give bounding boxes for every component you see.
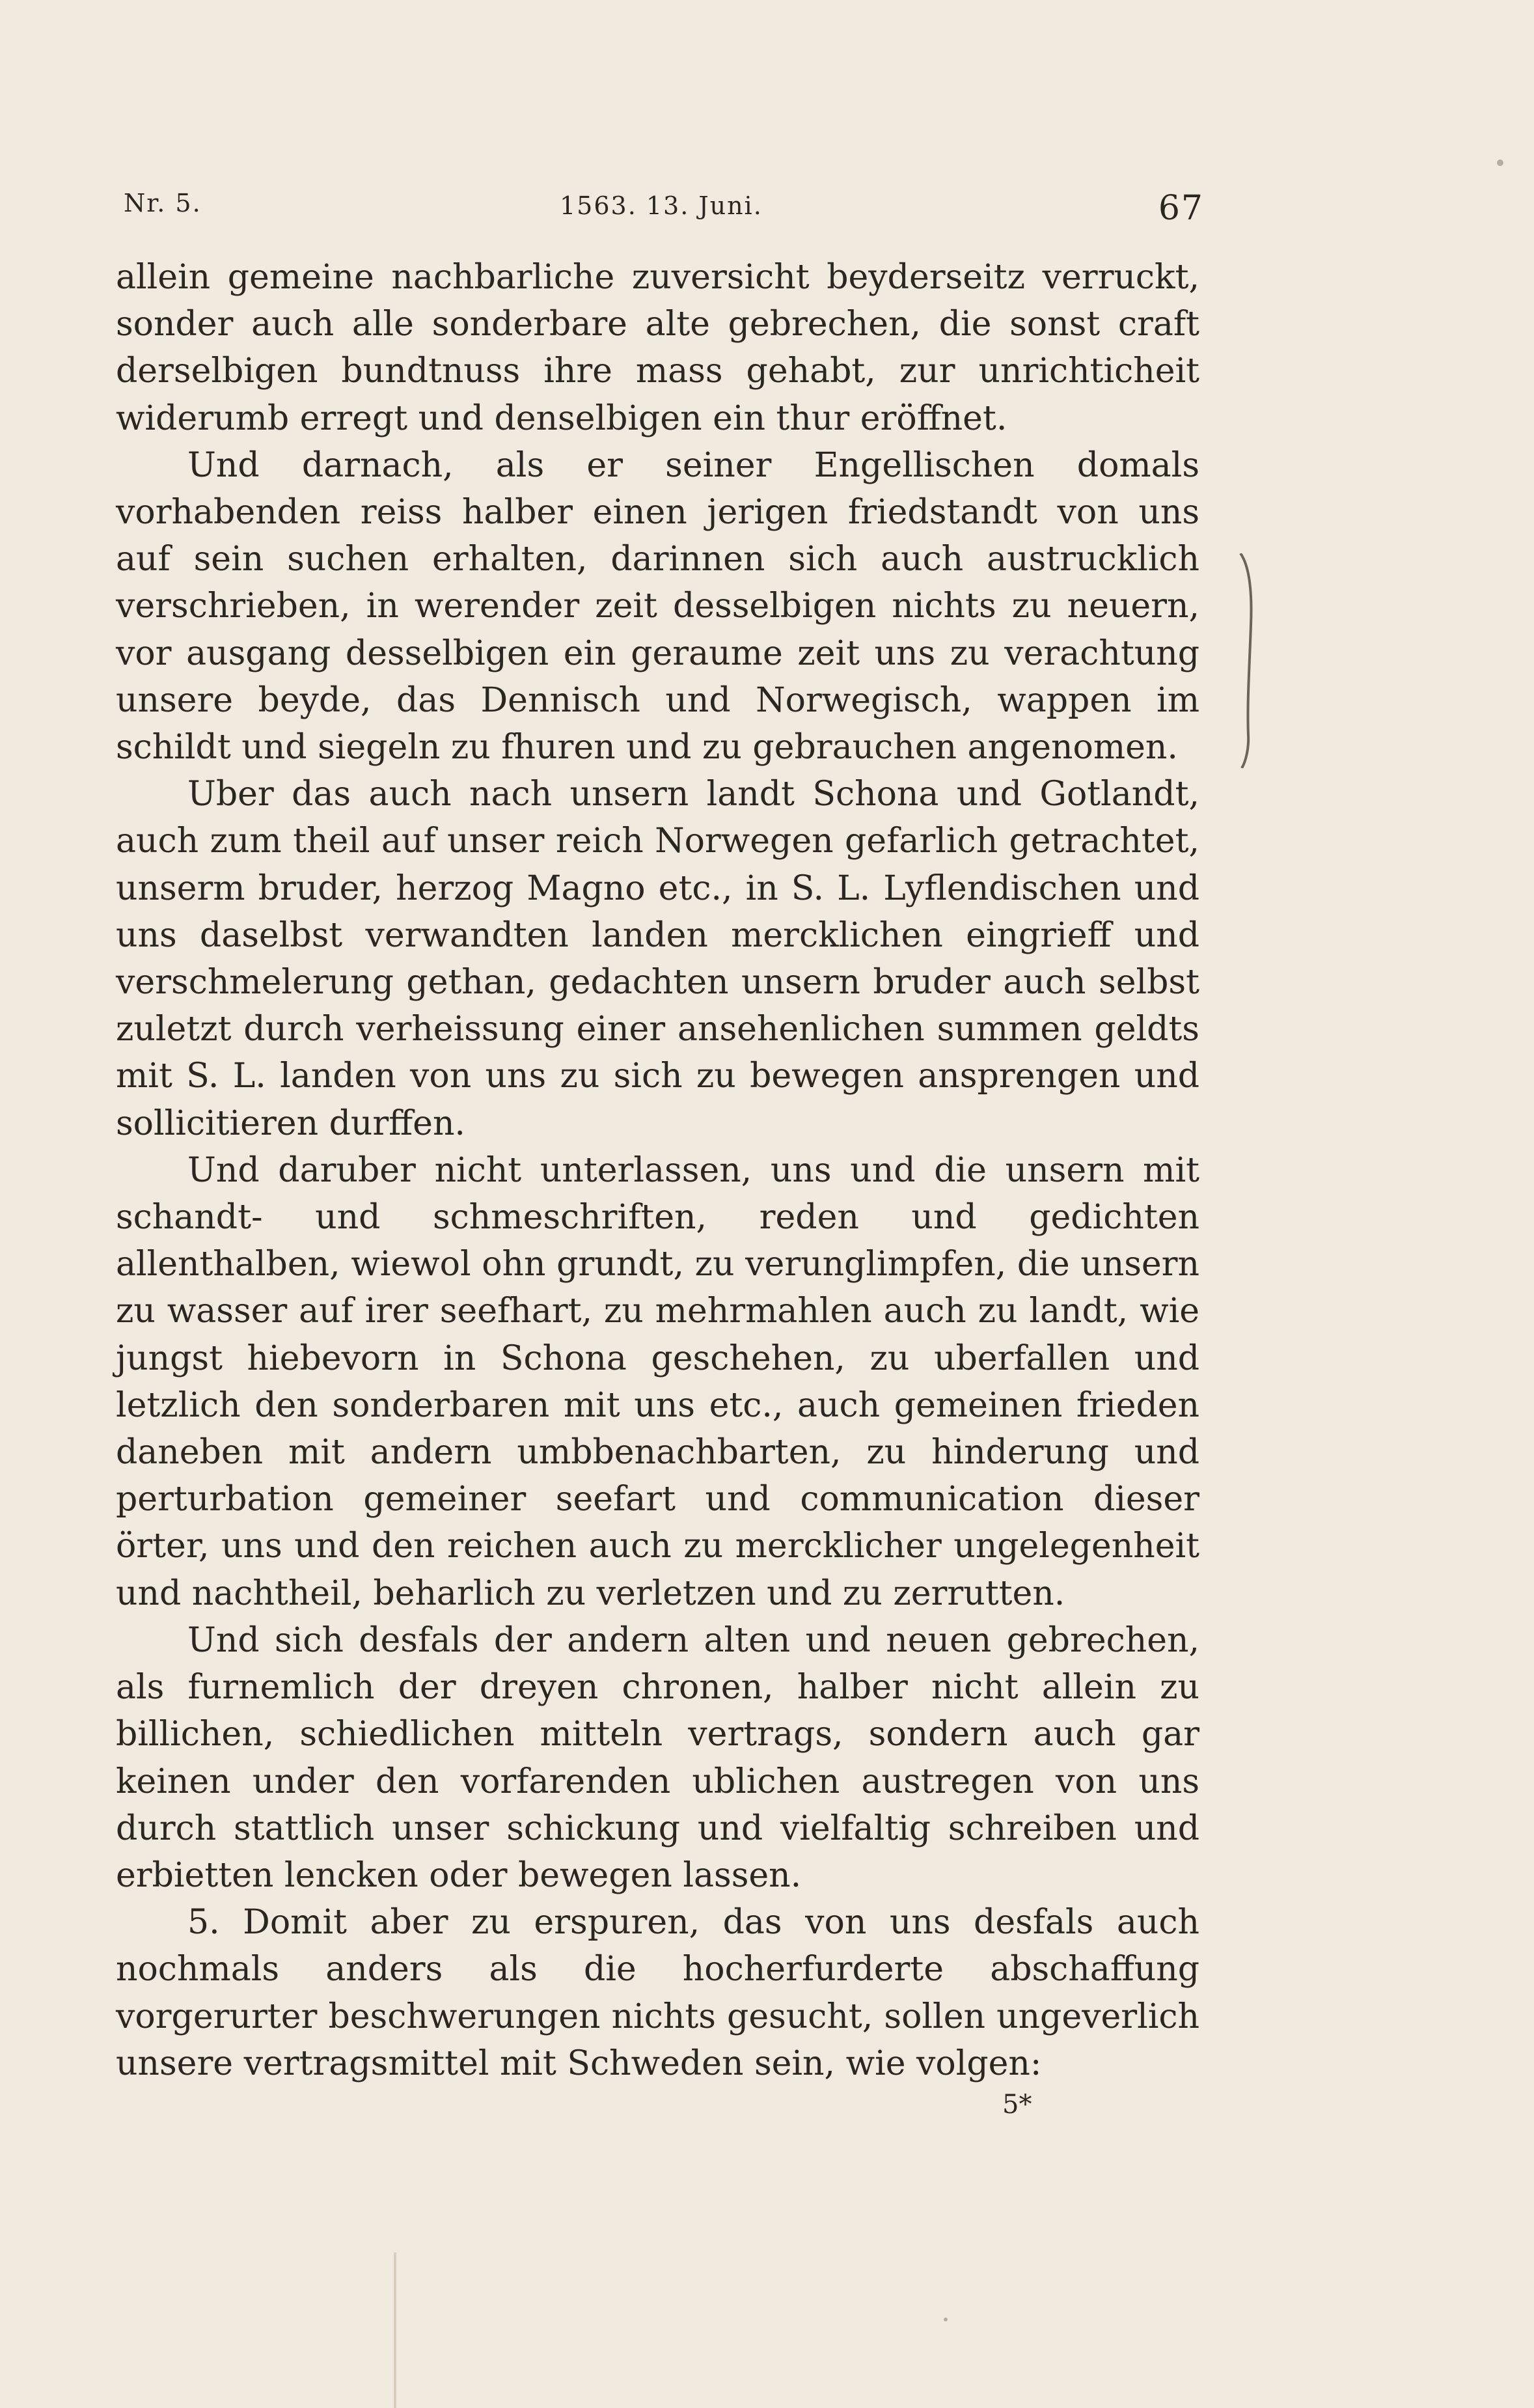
paper-speck [944, 2318, 948, 2321]
paragraph: 5. Domit aber zu erspuren, das von uns desfals auch nochmals anders als die hocherfurderte abschaffung vorgerurter beschwerungen nichts gesucht, sollen ungeverlich unsere vertragsmittel mit Schweden sein, wie volgen: [116, 1903, 1199, 2083]
paragraph: Und sich desfals der andern alten und neuen gebrechen, als furnemlich der dreyen chronen, halber nicht allein zu billichen, schiedlichen mitteln vertrags, sondern auch gar keinen under den vorfarenden ublichen austregen von uns durch stattlich unser schickung und vielfaltig schreiben und erbietten lencken oder bewegen lassen. [116, 1620, 1199, 1895]
paragraph: allein gemeine nachbarliche zuversicht beyderseitz verruckt, sonder auch alle sonderbare alte gebrechen, die sonst craft derselbigen bundtnuss ihre mass gehabt, zur unrichticheit widerumb erregt und denselbigen ein thur eröffnet. [116, 258, 1199, 438]
page-header [124, 182, 1204, 234]
paragraph: Uber das auch nach unsern landt Schona und Gotlandt, auch zum theil auf unser reich Norwegen gefarlich getrachtet, unserm bruder, herzog Magno etc., in S. L. Lyflendischen und uns daselbst verwandten landen mercklichen eingrieff und verschmelerung gethan, gedachten unsern bruder auch selbst zuletzt durch verheissung einer ansehenlichen summen geldts mit S. L. landen von uns zu sich zu bewegen ansprengen und sollicitieren durffen. [116, 775, 1199, 1143]
paragraph: Und daruber nicht unterlassen, uns und die unsern mit schandt- und schmeschriften, reden und gedichten allenthalben, wiewol ohn grundt, zu verunglimpfen, die unsern zu wasser auf irer seefhart, zu mehrmahlen auch zu landt, wie jungst hiebevorn in Schona geschehen, zu uberfallen und letzlich den sonderbaren mit uns etc., auch gemeinen frieden daneben mit andern umbbenachbarten, zu hinderung und perturbation gemeiner seefart und communication dieser örter, uns und den reichen auch zu mercklicher ungelegenheit und nachtheil, beharlich zu verletzen und zu zerrutten. [116, 1150, 1199, 1613]
document-date: 1563. 13. Juni. [560, 191, 763, 220]
paragraph: Und darnach, als er seiner Engellischen domals vorhabenden reiss halber einen jerigen friedstandt von uns auf sein suchen erhalten, darinnen sich auch austrucklich verschrieben, in werender zeit desselbigen nichts zu neuern, vor ausgang desselbigen ein geraume zeit uns zu verachtung unsere beyde, das Dennisch und Norwegisch, wappen im schildt und siegeln zu fhuren und zu gebrauchen angenomen. [116, 445, 1199, 768]
signature-mark: 5* [1002, 2090, 1032, 2120]
document-number: Nr. 5. [124, 189, 202, 217]
body-text [116, 254, 1199, 2087]
page-number: 67 [1158, 189, 1204, 228]
margin-bracket-mark [1235, 553, 1261, 768]
paper-speck [1497, 159, 1503, 166]
binding-line [394, 2252, 396, 2408]
